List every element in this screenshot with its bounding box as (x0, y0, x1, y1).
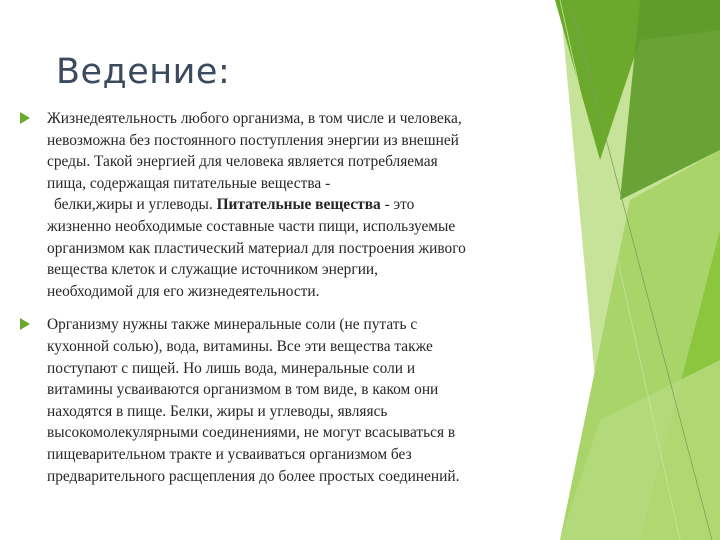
text-line: пищеварительном тракте и усваиваться организмом без (47, 445, 412, 463)
text-run: белки,жиры и углеводы. (54, 196, 217, 214)
text-line: находятся в пище. Белки, жиры и углеводы, являясь (47, 402, 388, 420)
bullet-item-1 (18, 108, 543, 302)
text-line: Жизнедеятельность любого организма, в том числе и человека, (47, 110, 462, 127)
bullet-arrow-icon (20, 318, 30, 330)
text-line: поступают с пищей. Но лишь вода, минеральные соли и (47, 359, 416, 377)
text-line: пища, содержащая питательные вещества - (47, 174, 331, 192)
text-line: Организму нужны также минеральные соли (не путать с (47, 316, 418, 334)
slide-title: Ведение: (56, 52, 231, 92)
text-line (47, 194, 543, 216)
text-line: кухонной солью), вода, витамины. Все эти вещества также (47, 337, 433, 355)
text-line: организмом как пластический материал для построения живого (47, 239, 466, 257)
text-line: витамины усваиваются организмом в том виде, в каком они (47, 381, 439, 399)
bullet-text-1 (47, 108, 543, 302)
text-line: вещества клеток и служащие источником энергии, (47, 261, 379, 279)
bullet-item-2 (18, 314, 543, 487)
text-line: среды. Такой энергией для человека является потребляемая (47, 153, 438, 171)
text-line: необходимой для его жизнедеятельности. (47, 282, 320, 300)
text-run: - это (380, 196, 415, 214)
bullet-arrow-icon (20, 112, 30, 124)
bold-term: Питательные вещества (216, 196, 381, 214)
bullet-text-2 (47, 314, 543, 487)
text-line: предварительного расщепления до более простых соединений. (47, 467, 460, 485)
text-line: высокомолекулярными соединениями, не могут всасываться в (47, 424, 456, 442)
text-line: жизненно необходимые составные части пищи, используемые (47, 217, 456, 235)
text-line: невозможна без постоянного поступления энергии из внешней (47, 131, 459, 149)
slide-content (18, 108, 543, 499)
